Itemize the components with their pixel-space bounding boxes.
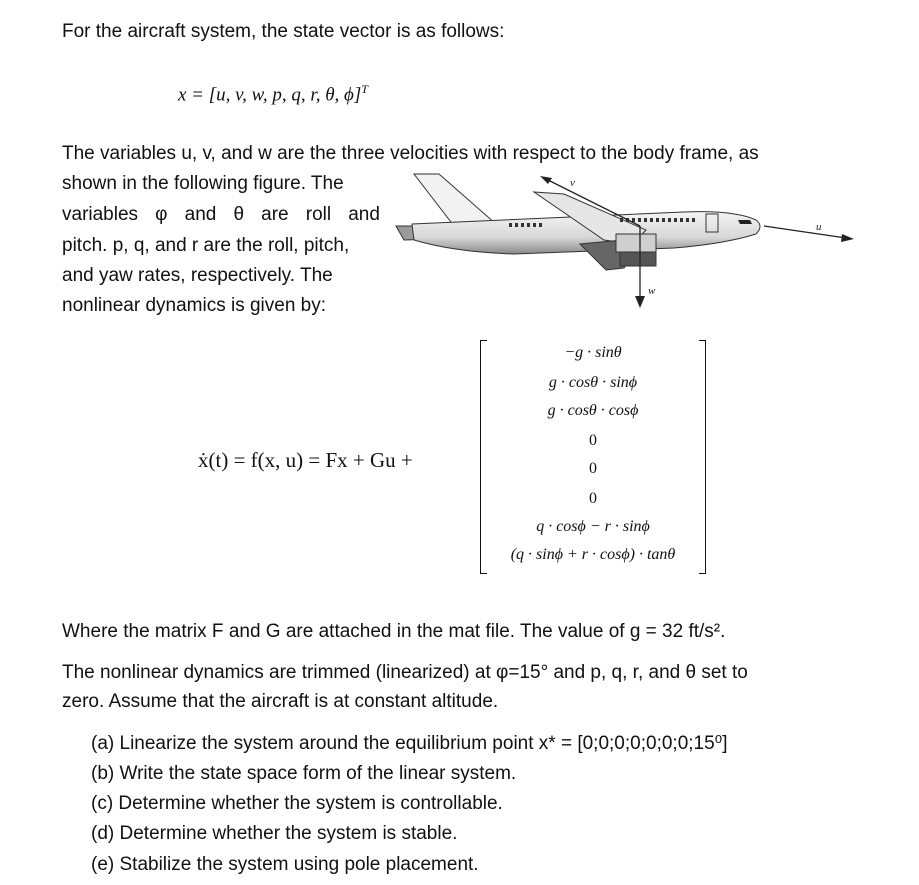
- paragraph-line-2: shown in the following figure. The: [62, 173, 344, 194]
- task-item-c: (c) Determine whether the system is controllable.: [91, 793, 503, 814]
- paragraph-line-5: and yaw rates, respectively. The: [62, 265, 333, 286]
- vector-row-2: g · cosθ · sinϕ: [548, 374, 638, 391]
- word: variables: [62, 204, 139, 225]
- vector-row-3: g · cosθ · cosϕ: [547, 402, 639, 419]
- task-item-e: (e) Stabilize the system using pole placement.: [91, 854, 479, 875]
- cockpit-window: [738, 220, 752, 224]
- word: θ: [233, 204, 245, 225]
- vector-row-4: 0: [589, 432, 597, 449]
- engine: [616, 234, 656, 252]
- word: roll: [305, 204, 332, 225]
- label-w: w: [648, 285, 656, 297]
- paragraph-line-1: The variables u, v, and w are the three velocities with respect to the body frame, as: [62, 143, 759, 164]
- tail-fin: [414, 174, 496, 226]
- vector-row-8: (q · sinϕ + r · cosϕ) · tanθ: [510, 546, 676, 563]
- v-arrowhead: [540, 176, 552, 184]
- dynamics-lhs: ẋ(t) = f(x, u) = Fx + Gu +: [198, 448, 413, 472]
- u-axis-line: [764, 226, 846, 238]
- aircraft-figure: [384, 168, 864, 310]
- state-vector-equation: [178, 82, 368, 106]
- w-arrowhead: [635, 296, 645, 308]
- word: φ: [155, 204, 168, 225]
- state-vector-body: x = [u, v, w, p, q, r, θ, ϕ]: [178, 84, 362, 106]
- word: are: [261, 204, 289, 225]
- paragraph-trim-line-1: The nonlinear dynamics are trimmed (linearized) at φ=15° and p, q, r, and θ set to: [62, 662, 748, 683]
- label-u: u: [816, 221, 822, 233]
- paragraph-trim-line-2: zero. Assume that the aircraft is at constant altitude.: [62, 691, 499, 712]
- vector-row-6: 0: [589, 490, 597, 507]
- engine: [620, 252, 656, 266]
- paragraph-line-3: [62, 203, 380, 227]
- paragraph-line-4: pitch. p, q, and r are the roll, pitch,: [62, 235, 350, 256]
- word: and: [184, 204, 217, 225]
- task-item-b: (b) Write the state space form of the linear system.: [91, 763, 517, 784]
- paragraph-matrix-info: Where the matrix F and G are attached in the mat file. The value of g = 32 ft/s².: [62, 621, 726, 642]
- vector-row-1: −g · sinθ: [564, 344, 622, 361]
- dynamics-vector: [480, 340, 706, 572]
- vector-row-5: 0: [589, 460, 597, 477]
- label-v: v: [570, 177, 575, 189]
- word: and: [348, 204, 380, 225]
- task-item-a: (a) Linearize the system around the equilibrium point x* = [0;0;0;0;0;0;0;15⁰]: [91, 733, 728, 754]
- task-item-d: (d) Determine whether the system is stable.: [91, 823, 458, 844]
- intro-text: For the aircraft system, the state vector is as follows:: [62, 21, 505, 42]
- vector-row-7: q · cosϕ − r · sinϕ: [536, 518, 650, 535]
- u-arrowhead: [841, 234, 854, 242]
- transpose-superscript: T: [361, 82, 368, 96]
- paragraph-line-6: nonlinear dynamics is given by:: [62, 295, 327, 316]
